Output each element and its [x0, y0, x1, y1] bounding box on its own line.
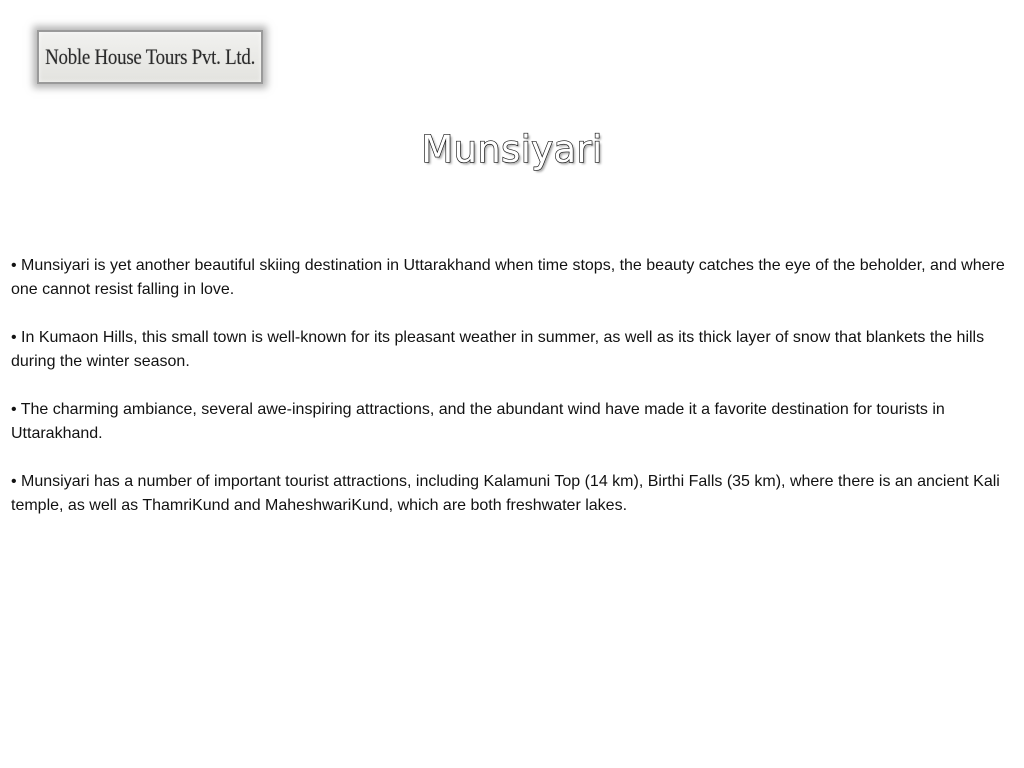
content-body: [11, 254, 1011, 518]
paragraph: • In Kumaon Hills, this small town is well-known for its pleasant weather in summer, as well as its thick layer of snow that blankets the hills during the winter season.: [11, 329, 985, 370]
page-title: Munsiyari: [421, 128, 603, 171]
paragraph: • The charming ambiance, several awe-inspiring attractions, and the abundant wind have made it a favorite destination for tourists in Uttarakhand.: [11, 401, 945, 442]
paragraph: • Munsiyari has a number of important tourist attractions, including Kalamuni Top (14 km), Birthi Falls (35 km), where there is an ancient Kali temple, as well as ThamriKund and MaheshwariKund, which are both freshwater lakes.: [11, 473, 1000, 514]
logo-text: Noble House Tours Pvt. Ltd.: [45, 44, 256, 69]
company-logo: [37, 30, 263, 84]
paragraph: • Munsiyari is yet another beautiful skiing destination in Uttarakhand when time stops, the beauty catches the eye of the beholder, and where one cannot resist falling in love.: [11, 257, 1005, 298]
